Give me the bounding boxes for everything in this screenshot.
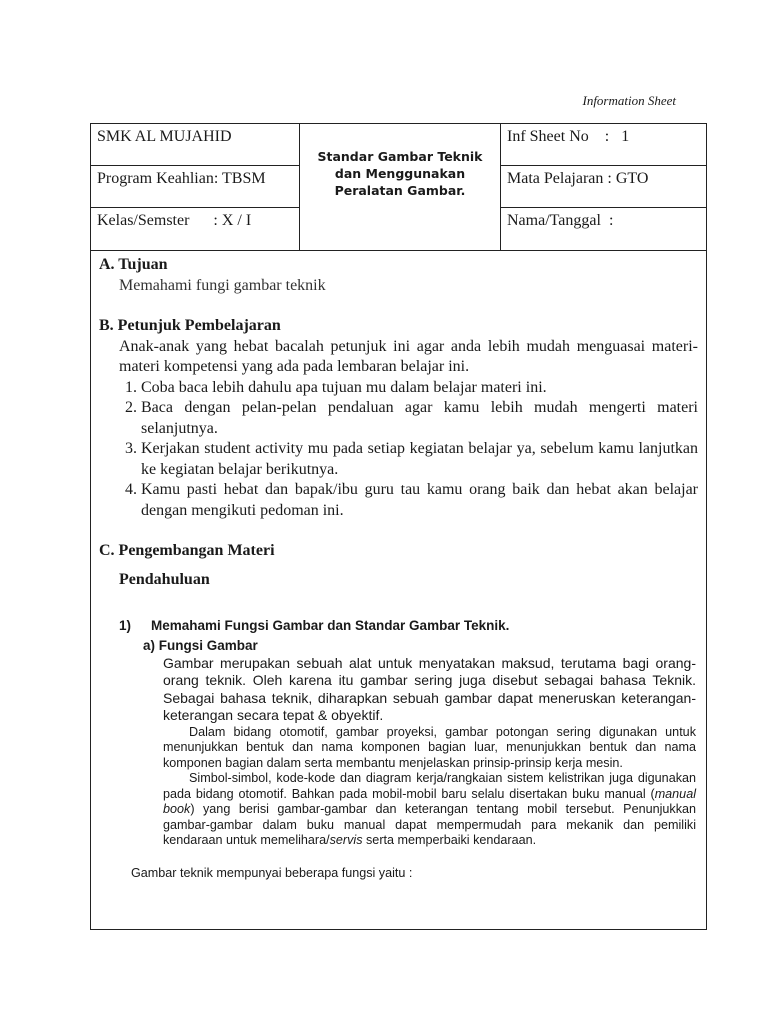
subsection-pendahuluan: Pendahuluan: [119, 570, 210, 588]
paragraph-3-part: Simbol-simbol, kode-kode dan diagram kerja/rangkaian sistem kelistrikan juga digunakan pada bidang otomotif. Bahkan pada mobil-mobil baru selalu disertakan buku manual (: [163, 771, 696, 801]
section-a-title: A. Tujuan: [99, 256, 168, 273]
instruction-list: [99, 378, 698, 522]
information-sheet-label: Information Sheet: [582, 93, 676, 108]
paragraph-1: [99, 655, 698, 725]
heading-1-number: 1): [119, 618, 132, 633]
subject: Mata Pelajaran : GTO: [501, 166, 706, 208]
section-c-title: C. Pengembangan Materi: [99, 542, 275, 559]
name-date: Nama/Tanggal :: [507, 212, 614, 229]
list-item: 3. Kerjakan student activity mu pada setiap kegiatan belajar ya, sebelum kamu lanjutkan ke kegiatan belajar berikutnya.: [141, 439, 698, 480]
heading-1: [99, 616, 698, 637]
program: Program Keahlian: TBSM: [91, 166, 300, 208]
paragraph-3-text: [163, 771, 696, 849]
heading-1-text: Memahami Fungsi Gambar dan Standar Gambar Teknik.: [151, 618, 510, 633]
paragraph-3-part: ) yang berisi gambar-gambar dan keterangan tentang mobil tersebut. Penunjukkan gambar-gambar dalam buku manual dapat mempermudah para mekanik dan pemiliki kendaraan untuk memelihara/: [163, 802, 696, 847]
paragraph-3-italic: servis: [329, 833, 363, 847]
paragraph-3-italic: manual book: [163, 786, 696, 816]
section-b-intro: Anak-anak yang hebat bacalah petunjuk ini agar anda lebih mudah menguasai materi-materi kompetensi yang ada pada lembaran belajar ini.: [119, 337, 698, 375]
section-b-title: B. Petunjuk Pembelajaran: [99, 317, 281, 334]
section-a-text: Memahami fungi gambar teknik: [119, 276, 326, 294]
heading-1a: a) Fungsi Gambar: [143, 637, 258, 653]
school-name: SMK AL MUJAHID: [91, 124, 300, 166]
paragraph-3-part: serta memperbaiki kendaraan.: [362, 833, 537, 847]
paragraph-2-text: Dalam bidang otomotif, gambar proyeksi, gambar potongan sering digunakan untuk menunjukkan bentuk dan nama komponen bagian luar, menunjukkan bentuk dan nama komponen bagian dalam serta membantu menjelaskan prinsip-prinsip kerja mesin.: [163, 724, 696, 770]
class-semester: Kelas/Semster : X / I: [91, 208, 300, 250]
document-frame: [90, 123, 707, 930]
paragraph-2-3: [99, 725, 698, 849]
header-table: [91, 124, 706, 251]
paragraph-1-text: Gambar merupakan sebuah alat untuk menyatakan maksud, terutama bagi orang-orang teknik. Oleh karena itu gambar sering juga disebut sebagai bahasa Teknik. Sebagai bahasa teknik, diharapkan sebuah gambar dapat meneruskan keterangan-keterangan secara tepat & obyektif.: [163, 654, 696, 723]
fungsi-intro-line: Gambar teknik mempunyai beberapa fungsi yaitu :: [131, 865, 413, 880]
list-item: 1. Coba baca lebih dahulu apa tujuan mu dalam belajar materi ini.: [141, 378, 698, 399]
list-item: 2. Baca dengan pelan-pelan pendaluan agar kamu lebih mudah mengerti materi selanjutnya.: [141, 398, 698, 439]
sheet-title: Standar Gambar Teknik dan Menggunakan Peralatan Gambar.: [300, 124, 501, 250]
sheet-number: Inf Sheet No : 1: [501, 124, 706, 166]
list-item: 4. Kamu pasti hebat dan bapak/ibu guru tau kamu orang baik dan hebat akan belajar dengan mengikuti pedoman ini.: [141, 480, 698, 521]
document-body: [91, 251, 706, 883]
